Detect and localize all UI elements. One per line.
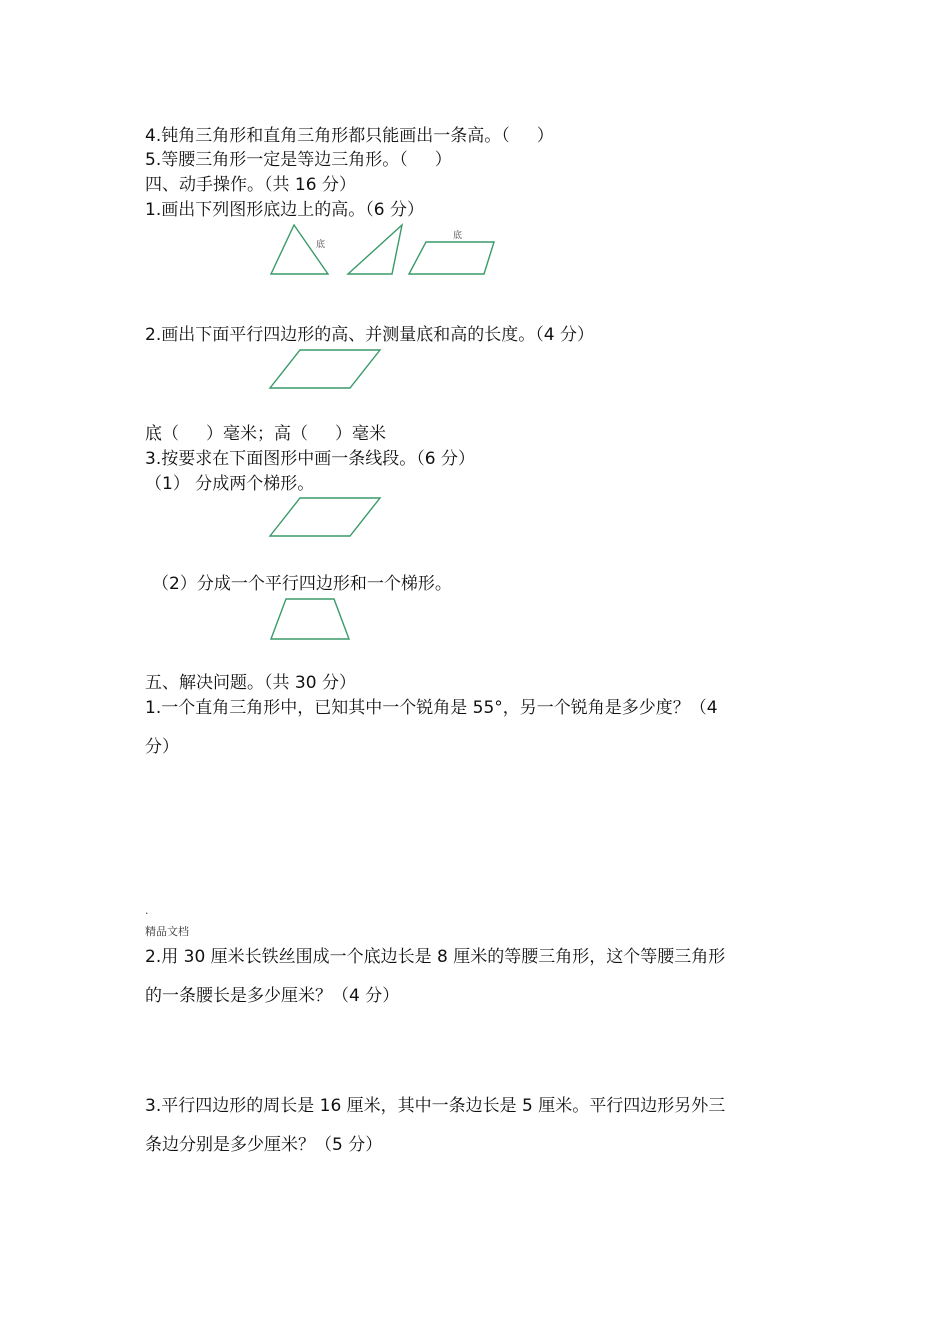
question-4: 4.钝角三角形和直角三角形都只能画出一条高。（ ）: [145, 126, 554, 146]
solve-question-1-line-2: 分）: [145, 737, 179, 757]
solve-question-3-line-2: 条边分别是多少厘米？（5 分）: [145, 1135, 383, 1155]
ops-question-3-part-1: （1） 分成两个梯形。: [145, 474, 315, 494]
figure-obtuse-triangle: [348, 225, 402, 274]
figure-parallelogram-q2: [266, 347, 386, 391]
question-5: 5.等腰三角形一定是等边三角形。（ ）: [145, 150, 452, 170]
figure-trapezoid: [266, 596, 354, 642]
ops-question-2: 2.画出下面平行四边形的高、并测量底和高的长度。（4 分）: [145, 325, 594, 345]
figure-parallelogram-label: 底: [453, 231, 463, 241]
section-heading-operations: 四、动手操作。（共 16 分）: [145, 175, 356, 195]
solve-question-3-line-1: 3.平行四边形的周长是 16 厘米，其中一条边长是 5 厘米。平行四边形另外三: [145, 1096, 726, 1116]
ops-question-3-part-2: （2）分成一个平行四边形和一个梯形。: [152, 574, 452, 594]
page-label: 精品文档: [145, 925, 189, 938]
ops-question-2-answer: 底（ ）毫米；高（ ）毫米: [145, 424, 387, 444]
ops-question-1: 1.画出下列图形底边上的高。（6 分）: [145, 200, 424, 220]
solve-question-2-line-2: 的一条腰长是多少厘米？（4 分）: [145, 986, 400, 1006]
solve-question-1-line-1: 1.一个直角三角形中，已知其中一个锐角是 55°，另一个锐角是多少度？（4: [145, 698, 718, 718]
figure-parallelogram-q3: [266, 495, 386, 539]
ops-question-3: 3.按要求在下面图形中画一条线段。（6 分）: [145, 449, 475, 469]
section-heading-solve: 五、解决问题。（共 30 分）: [145, 673, 356, 693]
figure-parallelogram: [409, 242, 494, 274]
figure-shapes-row: [266, 222, 498, 280]
page-dot: .: [145, 904, 149, 917]
solve-question-2-line-1: 2.用 30 厘米长铁丝围成一个底边长是 8 厘米的等腰三角形，这个等腰三角形: [145, 947, 726, 967]
figure-triangle-label: 底: [316, 240, 326, 250]
